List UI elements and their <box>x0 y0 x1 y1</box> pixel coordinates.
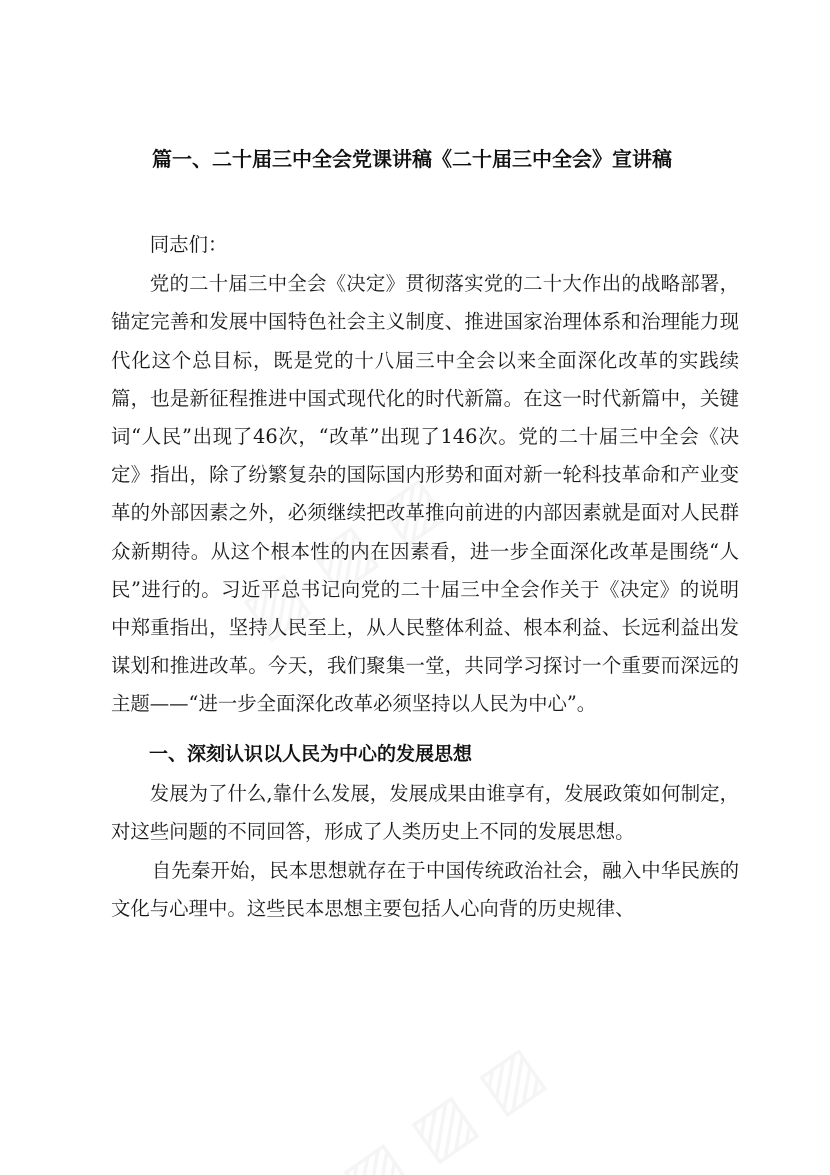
section-paragraph: 自先秦开始，民本思想就存在于中国传统政治社会，融入中华民族的文化与心理中。这些民本思想主要包括人心向背的历史规律、 <box>111 859 739 921</box>
section-heading: 一、深刻认识以人民为中心的发展思想 <box>149 742 473 765</box>
document-body <box>111 226 739 928</box>
section-paragraph: 发展为了什么,靠什么发展，发展成果由谁享有，发展政策如何制定，对这些问题的不同回答，形成了人类历史上不同的发展思想。 <box>111 781 739 843</box>
salutation: 同志们： <box>149 233 228 256</box>
intro-paragraph: 党的二十届三中全会《决定》贯彻落实党的二十大作出的战略部署，锚定完善和发展中国特色社会主义制度、推进国家治理体系和治理能力现代化这个总目标，既是党的十八届三中全会以来全面深化改革的实践续篇，也是新征程推进中国式现代化的时代新篇。在这一时代新篇中，关键词“人民”出现了46次，“改革”出现了146次。党的二十届三中全会《决定》指出，除了纷繁复杂的国际国内形势和面对新一轮科技革命和产业变革的外部因素之外，必须继续把改革推向前进的内部因素就是面对人民群众新期待。从这个根本性的内在因素看，进一步全面深化改革是围绕“人民”进行的。习近平总书记向党的二十届三中全会作关于《决定》的说明中郑重指出，坚持人民至上，从人民整体利益、根本利益、长远利益出发谋划和推进改革。今天，我们聚集一堂，共同学习探讨一个重要而深远的主题——“进一步全面深化改革必须坚持以人民为中心”。 <box>111 272 739 716</box>
watermark <box>329 1032 557 1175</box>
document-title: 篇一、二十届三中全会党课讲稿《二十届三中全会》宣讲稿 <box>152 147 672 171</box>
